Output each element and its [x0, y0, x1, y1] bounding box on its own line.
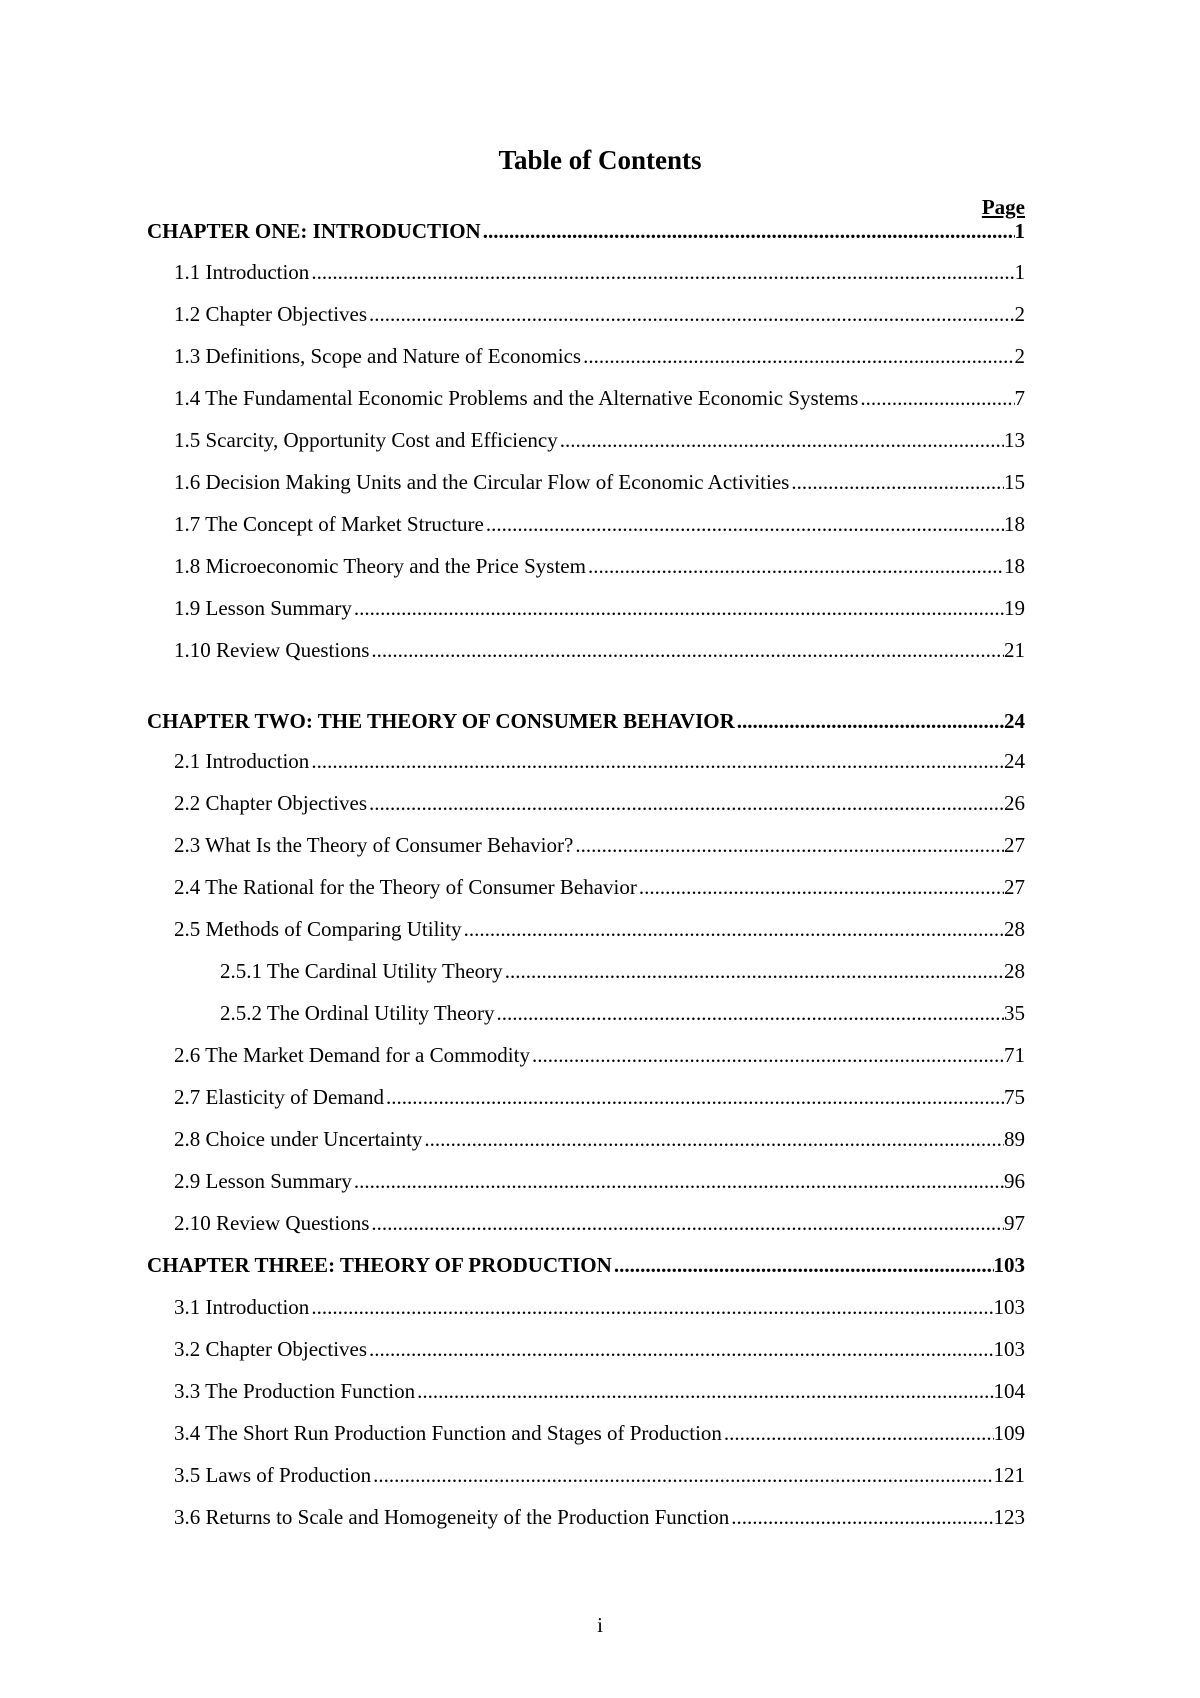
toc-entry-text: 2.10 Review Questions — [174, 1211, 370, 1235]
toc-entry[interactable] — [174, 1334, 1025, 1364]
toc-page-number: 18 — [1004, 554, 1025, 578]
toc-entry-text: 1.7 The Concept of Market Structure — [174, 512, 484, 536]
dot-leader — [735, 706, 1004, 736]
toc-entry-text: 3.6 Returns to Scale and Homogeneity of the Production Function — [174, 1505, 730, 1529]
toc-page-number: 96 — [1004, 1169, 1025, 1193]
toc-entry-text: 2.6 The Market Demand for a Commodity — [174, 1043, 530, 1067]
dot-leader — [352, 1166, 1004, 1196]
toc-entry-text: 1.4 The Fundamental Economic Problems and the Alternative Economic Systems — [174, 386, 859, 410]
toc-page-number: 1 — [1014, 260, 1025, 284]
toc-entry[interactable] — [174, 341, 1025, 371]
toc-entry-text: 3.3 The Production Function — [174, 1379, 416, 1403]
dot-leader — [612, 1250, 994, 1280]
toc-page-number: 19 — [1004, 596, 1025, 620]
toc-entry[interactable] — [174, 1166, 1025, 1196]
dot-leader — [415, 1376, 993, 1406]
toc-subentry[interactable] — [220, 998, 1025, 1028]
dot-leader — [367, 1334, 993, 1364]
toc-entry-text: 3.1 Introduction — [174, 1295, 310, 1319]
toc-entry[interactable] — [174, 383, 1025, 413]
toc-page-number: 7 — [1014, 386, 1025, 410]
dot-leader — [558, 425, 1004, 455]
toc-entry[interactable] — [174, 1376, 1025, 1406]
toc-page-number: 2 — [1014, 302, 1025, 326]
toc-page-number: 89 — [1004, 1127, 1025, 1151]
toc-entry[interactable] — [174, 1082, 1025, 1112]
toc-page-number: 28 — [1004, 917, 1025, 941]
toc-entry[interactable] — [174, 1040, 1025, 1070]
dot-leader — [722, 1418, 994, 1448]
toc-entry-text: CHAPTER THREE: THEORY OF PRODUCTION — [147, 1253, 612, 1277]
toc-entry[interactable] — [174, 425, 1025, 455]
page-column-label: Page — [981, 195, 1025, 219]
toc-entry[interactable] — [174, 914, 1025, 944]
toc-page-number: 24 — [1004, 709, 1025, 733]
toc-page-number: 21 — [1004, 638, 1025, 662]
toc-entry-text: CHAPTER ONE: INTRODUCTION — [147, 219, 481, 243]
dot-leader — [581, 341, 1014, 371]
toc-entry[interactable] — [174, 746, 1025, 776]
toc-chapter-1[interactable] — [147, 216, 1025, 246]
toc-entry[interactable] — [174, 509, 1025, 539]
toc-entry-text: 1.9 Lesson Summary — [174, 596, 352, 620]
toc-entry-text: 2.8 Choice under Uncertainty — [174, 1127, 423, 1151]
dot-leader — [484, 509, 1004, 539]
toc-entry[interactable] — [174, 1460, 1025, 1490]
toc-page-number: 18 — [1004, 512, 1025, 536]
toc-page-number: 104 — [993, 1379, 1025, 1403]
toc-entry-text: 1.5 Scarcity, Opportunity Cost and Efficiency — [174, 428, 558, 452]
toc-entry[interactable] — [174, 1292, 1025, 1322]
toc-page-number: 27 — [1004, 875, 1025, 899]
dot-leader — [309, 1292, 993, 1322]
dot-leader — [352, 593, 1004, 623]
toc-entry[interactable] — [174, 1208, 1025, 1238]
dot-leader — [369, 635, 1004, 665]
toc-page-number: 103 — [993, 1295, 1025, 1319]
dot-leader — [367, 299, 1014, 329]
toc-entry-text: 1.6 Decision Making Units and the Circular Flow of Economic Activities — [174, 470, 790, 494]
toc-page-number: 97 — [1004, 1211, 1025, 1235]
toc-page-number: 71 — [1004, 1043, 1025, 1067]
dot-leader — [371, 1460, 993, 1490]
toc-entry[interactable] — [174, 299, 1025, 329]
toc-entry-text: 2.9 Lesson Summary — [174, 1169, 352, 1193]
toc-entry-text: 1.2 Chapter Objectives — [174, 302, 368, 326]
toc-page-number: 1 — [1014, 219, 1025, 243]
toc-entry-text: 2.1 Introduction — [174, 749, 310, 773]
toc-page-number: 103 — [993, 1337, 1025, 1361]
toc-entry-text: 2.5.2 The Ordinal Utility Theory — [220, 1001, 495, 1025]
toc-entry-text: 2.7 Elasticity of Demand — [174, 1085, 384, 1109]
toc-entry-text: 3.4 The Short Run Production Function and Stages of Production — [174, 1421, 722, 1445]
toc-entry[interactable] — [174, 1418, 1025, 1448]
toc-page-number: 28 — [1004, 959, 1025, 983]
toc-entry[interactable] — [174, 1124, 1025, 1154]
toc-page-number: 75 — [1004, 1085, 1025, 1109]
toc-entry-text: 3.2 Chapter Objectives — [174, 1337, 368, 1361]
toc-page-number: 2 — [1014, 344, 1025, 368]
toc-page-number: 109 — [993, 1421, 1025, 1445]
toc-page-number: 35 — [1004, 1001, 1025, 1025]
toc-entry-text: 1.1 Introduction — [174, 260, 310, 284]
dot-leader — [309, 257, 1014, 287]
toc-entry[interactable] — [174, 830, 1025, 860]
toc-entry-text: 2.4 The Rational for the Theory of Consumer Behavior — [174, 875, 637, 899]
toc-entry[interactable] — [174, 1502, 1025, 1532]
toc-entry-text: 2.3 What Is the Theory of Consumer Behavior? — [174, 833, 574, 857]
toc-chapter-3[interactable] — [147, 1250, 1025, 1280]
toc-page-number: 15 — [1004, 470, 1025, 494]
page-title: Table of Contents — [498, 145, 702, 175]
dot-leader — [530, 1040, 1004, 1070]
dot-leader — [503, 956, 1004, 986]
toc-page-number: 121 — [993, 1463, 1025, 1487]
toc-chapter-2[interactable] — [147, 706, 1025, 736]
dot-leader — [481, 216, 1015, 246]
toc-page-number: 26 — [1004, 791, 1025, 815]
dot-leader — [858, 383, 1014, 413]
toc-entry[interactable] — [174, 788, 1025, 818]
toc-entry[interactable] — [174, 257, 1025, 287]
toc-entry-text: 3.5 Laws of Production — [174, 1463, 372, 1487]
dot-leader — [384, 1082, 1004, 1112]
toc-page-number: 13 — [1004, 428, 1025, 452]
toc-entry[interactable] — [174, 467, 1025, 497]
dot-leader — [586, 551, 1004, 581]
toc-entry[interactable] — [174, 551, 1025, 581]
toc-subentry[interactable] — [220, 956, 1025, 986]
dot-leader — [573, 830, 1004, 860]
toc-entry-text: 1.8 Microeconomic Theory and the Price System — [174, 554, 586, 578]
dot-leader — [637, 872, 1004, 902]
dot-leader — [309, 746, 1004, 776]
toc-entry-text: 1.10 Review Questions — [174, 638, 370, 662]
dot-leader — [462, 914, 1004, 944]
toc-entry-text: 2.5 Methods of Comparing Utility — [174, 917, 462, 941]
toc-entry-text: 2.5.1 The Cardinal Utility Theory — [220, 959, 503, 983]
dot-leader — [422, 1124, 1004, 1154]
page-number-footer: i — [597, 1613, 603, 1637]
toc-entry[interactable] — [174, 872, 1025, 902]
dot-leader — [495, 998, 1004, 1028]
dot-leader — [367, 788, 1004, 818]
toc-entry-text: 2.2 Chapter Objectives — [174, 791, 368, 815]
toc-page-number: 103 — [993, 1253, 1025, 1277]
dot-leader — [369, 1208, 1004, 1238]
toc-page-number: 123 — [993, 1505, 1025, 1529]
toc-entry-text: CHAPTER TWO: THE THEORY OF CONSUMER BEHAVIOR — [147, 709, 735, 733]
toc-page-number: 24 — [1004, 749, 1025, 773]
toc-page-number: 27 — [1004, 833, 1025, 857]
toc-entry[interactable] — [174, 593, 1025, 623]
dot-leader — [789, 467, 1004, 497]
toc-entry-text: 1.3 Definitions, Scope and Nature of Economics — [174, 344, 582, 368]
toc-entry[interactable] — [174, 635, 1025, 665]
dot-leader — [729, 1502, 993, 1532]
